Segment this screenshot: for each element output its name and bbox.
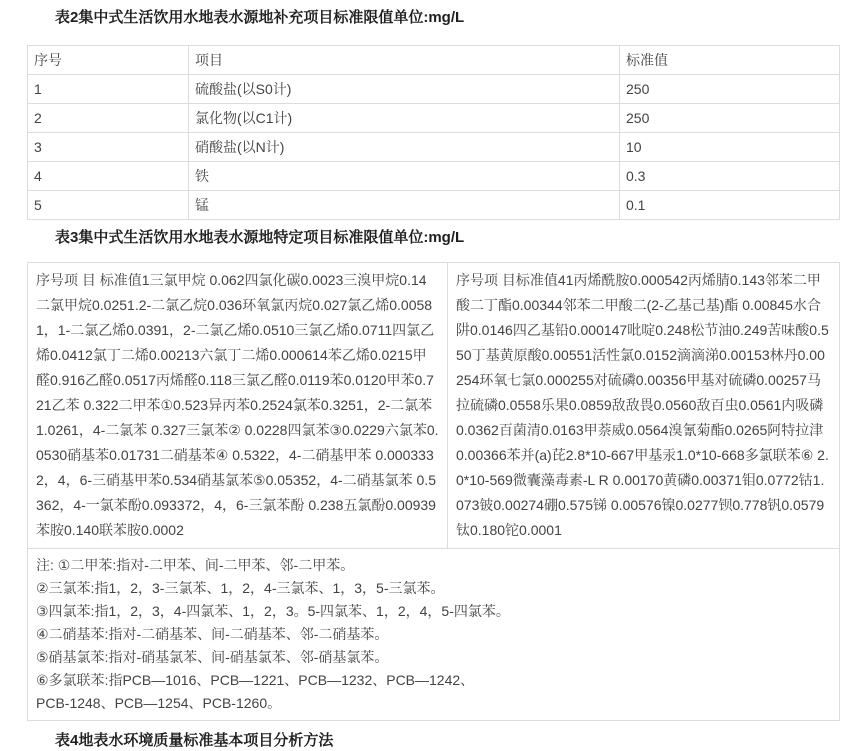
specific-items-row <box>28 263 840 549</box>
table-cell: 4 <box>28 162 189 191</box>
header-cell: 序号 <box>28 46 189 75</box>
note-line: ④二硝基苯:指对-二硝基苯、间-二硝基苯、邻-二硝基苯。 <box>36 626 389 642</box>
note-line: ⑥多氯联苯:指PCB—1016、PCB—1221、PCB—1232、PCB—1242、 <box>36 672 475 688</box>
table-row <box>28 104 840 133</box>
table2-title: 表2集中式生活饮用水地表水源地补充项目标准限值单位:mg/L <box>55 9 465 26</box>
note-line: ⑤硝基氯苯:指对-硝基氯苯、间-硝基氯苯、邻-硝基氯苯。 <box>36 649 389 665</box>
table-header-row <box>28 46 840 75</box>
notes-row <box>28 549 840 721</box>
table-cell: 氯化物(以C1计) <box>189 104 620 133</box>
note-line: ③四氯苯:指1，2，3，4-四氯苯、1，2，3。5-四氯苯、1，2，4，5-四氯苯。 <box>36 603 510 619</box>
table-cell: 硝酸盐(以N计) <box>189 133 620 162</box>
table-cell: 250 <box>620 104 840 133</box>
note-line: PCB-1248、PCB—1254、PCB-1260。 <box>36 695 282 711</box>
note-line: 注: ①二甲苯:指对-二甲苯、间-二甲苯、邻-二甲苯。 <box>36 557 355 573</box>
table-row <box>28 75 840 104</box>
table-cell: 250 <box>620 75 840 104</box>
table-cell: 3 <box>28 133 189 162</box>
header-cell: 标准值 <box>620 46 840 75</box>
table3-title: 表3集中式生活饮用水地表水源地特定项目标准限值单位:mg/L <box>55 229 465 246</box>
table-cell: 10 <box>620 133 840 162</box>
specific-items-table <box>27 262 840 721</box>
table-cell: 锰 <box>189 191 620 220</box>
table-cell: 0.3 <box>620 162 840 191</box>
table-row <box>28 162 840 191</box>
notes-cell <box>28 549 840 721</box>
specific-items-left-cell: 序号项 目 标准值1三氯甲烷 0.062四氯化碳0.0023三溴甲烷0.14二氯甲烷0.0251.2-二氯乙烷0.036环氧氯丙烷0.027氯乙烯0.00581，1-二氯乙烯0.0391，2-二氯乙烯0.0510三氯乙烯0.0711四氯乙烯0.0412氯丁二烯0.00213六氯丁二烯0.000614苯乙烯0.0215甲醛0.916乙醛0.0517丙烯醛0.118三氯乙醛0.0119苯0.0120甲苯0.721乙苯 0.322二甲苯①0.523异丙苯0.2524氯苯0.3251，2-二氯苯 1.0261，4-二氯苯 0.327三氯苯② 0.0228四氯苯③0.0229六氯苯0.0530硝基苯0.01731二硝基苯④ 0.5322，4-二硝基甲苯 0.0003332，4，6-三硝基甲苯0.534硝基氯苯⑤0.05352，4-二硝基氯苯 0.5362，4-一氯苯酚0.093372，4，6-三氯苯酚 0.238五氯酚0.00939苯胺0.140联苯胺0.0002 <box>28 263 448 549</box>
table-cell: 铁 <box>189 162 620 191</box>
table-row <box>28 133 840 162</box>
table-row <box>28 191 840 220</box>
header-cell: 项目 <box>189 46 620 75</box>
supplementary-items-table <box>27 45 840 220</box>
table-cell: 硫酸盐(以S0计) <box>189 75 620 104</box>
table-cell: 5 <box>28 191 189 220</box>
note-line: ②三氯苯:指1，2，3-三氯苯、1，2，4-三氯苯、1，3，5-三氯苯。 <box>36 580 445 596</box>
table-cell: 1 <box>28 75 189 104</box>
table4-title: 表4地表水环境质量标准基本项目分析方法 <box>55 732 334 749</box>
table-cell: 2 <box>28 104 189 133</box>
table-cell: 0.1 <box>620 191 840 220</box>
supplementary-table-body <box>28 75 840 220</box>
specific-items-right-cell: 序号项 目标准值41丙烯酰胺0.000542丙烯腈0.143邻苯二甲酸二丁酯0.00344邻苯二甲酸二(2-乙基己基)酯 0.00845水合阱0.0146四乙基铅0.000147吡啶0.248松节油0.249苦味酸0.550丁基黄原酸0.00551活性氯0.0152滴滴涕0.00153林丹0.00254环氧七氯0.000255对硫磷0.00356甲基对硫磷0.00257马拉硫磷0.0558乐果0.0859敌敌畏0.0560敌百虫0.0561内吸磷0.0362百菌清0.0163甲萘威0.0564溴氰菊酯0.0265阿特拉津0.00366苯并(a)芘2.8*10-667甲基汞1.0*10-668多氯联苯⑥ 2.0*10-569微囊藻毒素-L R 0.00170黄磷0.00371钼0.0772钴1.073铍0.00274硼0.575锑 0.00576镍0.0277钡0.778钒0.0579钛0.180铊0.0001 <box>448 263 840 549</box>
